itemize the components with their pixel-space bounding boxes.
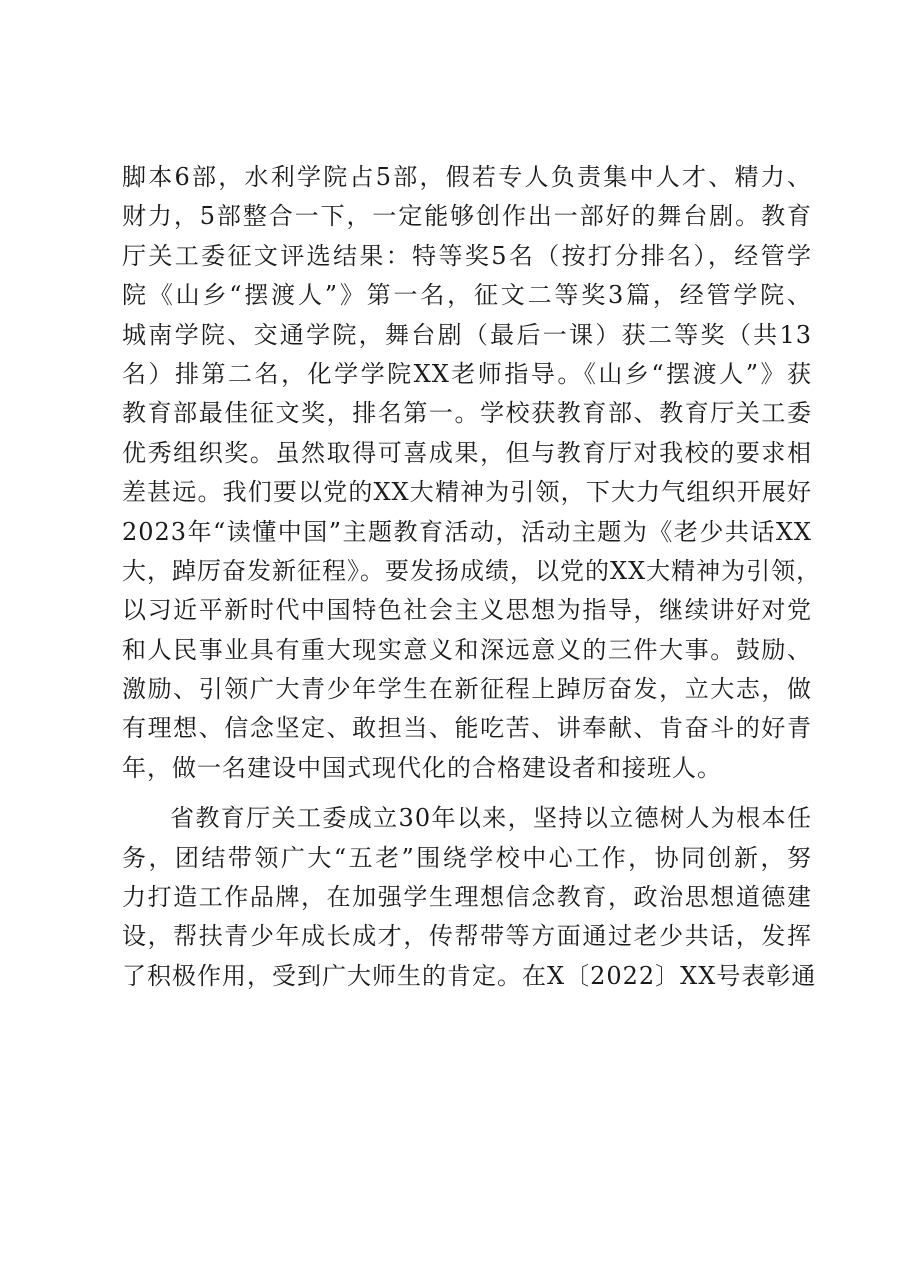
document-body (122, 158, 822, 996)
paragraph-1 (122, 158, 822, 788)
paragraph-line: 名）排第二名，化学学院XX老师指导。《山乡“摆渡人”》获 (122, 359, 812, 388)
paragraph-line: 务，团结带领广大“五老”围绕学校中心工作，协同创新，努 (122, 843, 812, 872)
paragraph-line: 财力，5部整合一下，一定能够创作出一部好的舞台剧。教育 (122, 202, 812, 231)
paragraph-spacer (122, 788, 812, 799)
paragraph-line: 有理想、信念坚定、敢担当、能吃苦、讲奉献、肯奋斗的好青 (122, 714, 812, 743)
paragraph-line: 优秀组织奖。虽然取得可喜成果，但与教育厅对我校的要求相 (122, 438, 812, 467)
paragraph-line: 差甚远。我们要以党的XX大精神为引领，下大力气组织开展好 (122, 478, 812, 507)
paragraph-line: 年，做一名建设中国式现代化的合格建设者和接班人。 (122, 753, 722, 782)
paragraph-line: 2023年“读懂中国”主题教育活动，活动主题为《老少共话XX (122, 517, 812, 546)
paragraph-line: 教育部最佳征文奖，排名第一。学校获教育部、教育厅关工委 (122, 399, 812, 428)
paragraph-line: 城南学院、交通学院，舞台剧（最后一课）获二等奖（共13 (122, 320, 812, 349)
paragraph-line: 以习近平新时代中国特色社会主义思想为指导，继续讲好对党 (122, 596, 812, 625)
paragraph-line: 设，帮扶青少年成长成才，传帮带等方面通过老少共话，发挥 (122, 922, 812, 951)
paragraph-line: 了积极作用，受到广大师生的肯定。在X〔2022〕XX号表彰通 (122, 961, 817, 990)
paragraph-2 (122, 799, 817, 996)
paragraph-line: 大，踔厉奋发新征程》。要发扬成绩，以党的XX大精神为引领， (122, 556, 822, 585)
paragraph-line: 和人民事业具有重大现实意义和深远意义的三件大事。鼓励、 (122, 635, 812, 664)
paragraph-line: 力打造工作品牌，在加强学生理想信念教育，政治思想道德建 (122, 883, 812, 912)
paragraph-line: 激励、引领广大青少年学生在新征程上踔厉奋发，立大志，做 (122, 675, 812, 704)
paragraph-line: 院《山乡“摆渡人”》第一名，征文二等奖3篇，经管学院、 (122, 281, 812, 310)
paragraph-line: 厅关工委征文评选结果：特等奖5名（按打分排名），经管学 (122, 241, 812, 270)
paragraph-first-line: 省教育厅关工委成立30年以来，坚持以立德树人为根本任 (170, 804, 812, 833)
paragraph-line: 脚本6部，水利学院占5部，假若专人负责集中人才、精力、 (122, 163, 812, 191)
